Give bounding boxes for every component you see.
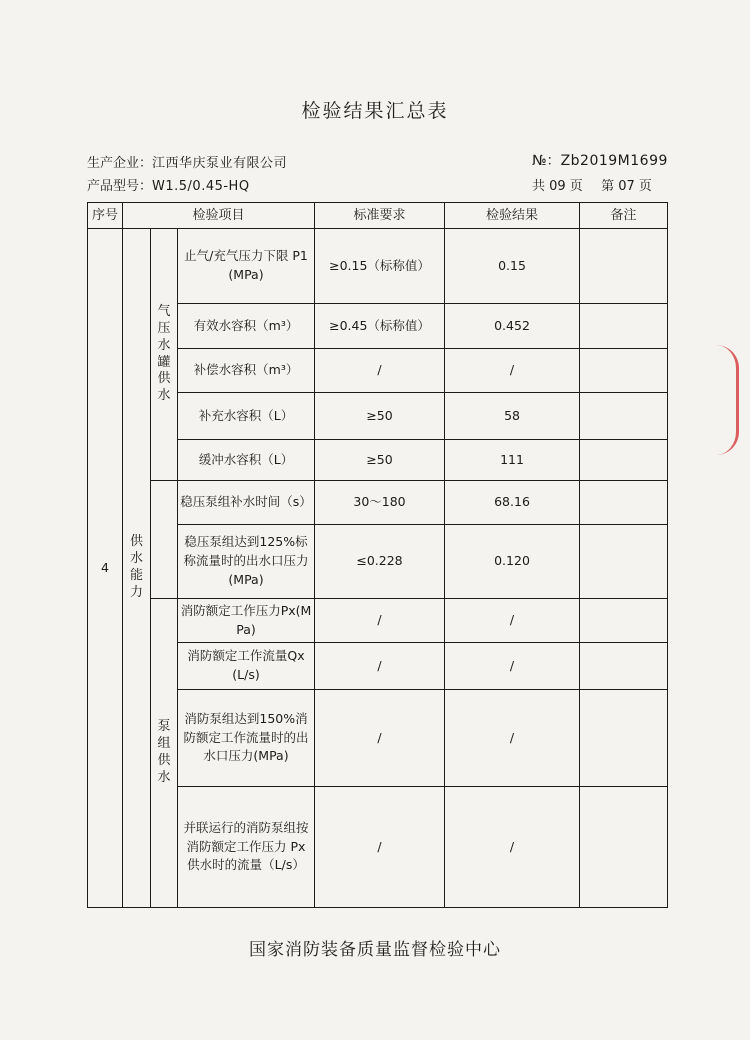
standard-cell: ≥50	[315, 393, 445, 440]
standard-cell: ≥0.15（标称值）	[315, 229, 445, 304]
item-cell: 止气/充气压力下限 P1(MPa)	[178, 229, 315, 304]
remark-cell	[580, 690, 668, 787]
standard-cell: /	[315, 599, 445, 643]
result-cell: 58	[445, 393, 580, 440]
result-cell: /	[445, 787, 580, 908]
item-cell: 消防额定工作流量Qx(L/s)	[178, 643, 315, 690]
col-remark: 备注	[580, 203, 668, 229]
manufacturer-line	[87, 152, 287, 171]
standard-cell: /	[315, 643, 445, 690]
total-pages: 共 09 页	[532, 179, 583, 194]
col-result: 检验结果	[445, 203, 580, 229]
item-cell: 稳压泵组补水时间（s）	[178, 481, 315, 525]
category-cell	[123, 229, 151, 908]
remark-cell	[580, 787, 668, 908]
page-indicator	[532, 175, 652, 194]
standard-cell: 30～180	[315, 481, 445, 525]
category-label: 供水能力	[129, 534, 143, 600]
result-cell: 0.120	[445, 525, 580, 599]
result-cell: 0.452	[445, 304, 580, 349]
remark-cell	[580, 349, 668, 393]
remark-cell	[580, 440, 668, 481]
result-cell: /	[445, 599, 580, 643]
remark-cell	[580, 304, 668, 349]
item-cell: 并联运行的消防泵组按消防额定工作压力 Px 供水时的流量（L/s）	[178, 787, 315, 908]
standard-cell: /	[315, 349, 445, 393]
result-cell: /	[445, 690, 580, 787]
standard-cell: ≥0.45（标称值）	[315, 304, 445, 349]
blank-group-cell	[151, 481, 178, 599]
manufacturer-label: 生产企业：	[87, 156, 153, 171]
remark-cell	[580, 393, 668, 440]
table-row	[88, 599, 668, 643]
standard-cell: /	[315, 787, 445, 908]
item-cell: 消防泵组达到150%消防额定工作流量时的出水口压力(MPa)	[178, 690, 315, 787]
result-cell: /	[445, 643, 580, 690]
page-title: 检验结果汇总表	[301, 100, 449, 122]
standard-cell: /	[315, 690, 445, 787]
remark-cell	[580, 229, 668, 304]
seq-cell: 4	[88, 229, 123, 908]
remark-cell	[580, 525, 668, 599]
model-label: 产品型号：	[87, 179, 153, 194]
manufacturer-value: 江西华庆泵业有限公司	[152, 156, 288, 171]
remark-cell	[580, 481, 668, 525]
group1-cell	[151, 229, 178, 481]
model-line	[87, 175, 250, 194]
result-cell: 68.16	[445, 481, 580, 525]
report-number	[532, 150, 668, 170]
issuer-name: 国家消防装备质量监督检验中心	[249, 940, 501, 960]
table-row	[88, 481, 668, 525]
item-cell: 补充水容积（L）	[178, 393, 315, 440]
result-cell: 111	[445, 440, 580, 481]
item-cell: 消防额定工作压力Px(MPa)	[178, 599, 315, 643]
seal-edge-stamp	[716, 345, 739, 455]
col-standard: 标准要求	[315, 203, 445, 229]
remark-cell	[580, 643, 668, 690]
report-number-label: №：	[532, 153, 561, 169]
table-row	[88, 229, 668, 304]
report-number-value: Zb2019M1699	[560, 153, 668, 169]
current-page: 第 07 页	[601, 179, 652, 194]
item-cell: 稳压泵组达到125%标称流量时的出水口压力(MPa)	[178, 525, 315, 599]
standard-cell: ≤0.228	[315, 525, 445, 599]
item-cell: 有效水容积（m³）	[178, 304, 315, 349]
header-row	[88, 203, 668, 229]
result-cell: /	[445, 349, 580, 393]
model-value: W1.5/0.45-HQ	[152, 179, 250, 194]
remark-cell	[580, 599, 668, 643]
group2-label: 泵组供水	[157, 719, 171, 785]
result-cell: 0.15	[445, 229, 580, 304]
col-seq: 序号	[88, 203, 123, 229]
item-cell: 缓冲水容积（L）	[178, 440, 315, 481]
standard-cell: ≥50	[315, 440, 445, 481]
col-item: 检验项目	[123, 203, 315, 229]
group1-label: 气压水罐供水	[157, 303, 171, 404]
item-cell: 补偿水容积（m³）	[178, 349, 315, 393]
group2-cell	[151, 599, 178, 908]
result-table	[87, 202, 668, 908]
